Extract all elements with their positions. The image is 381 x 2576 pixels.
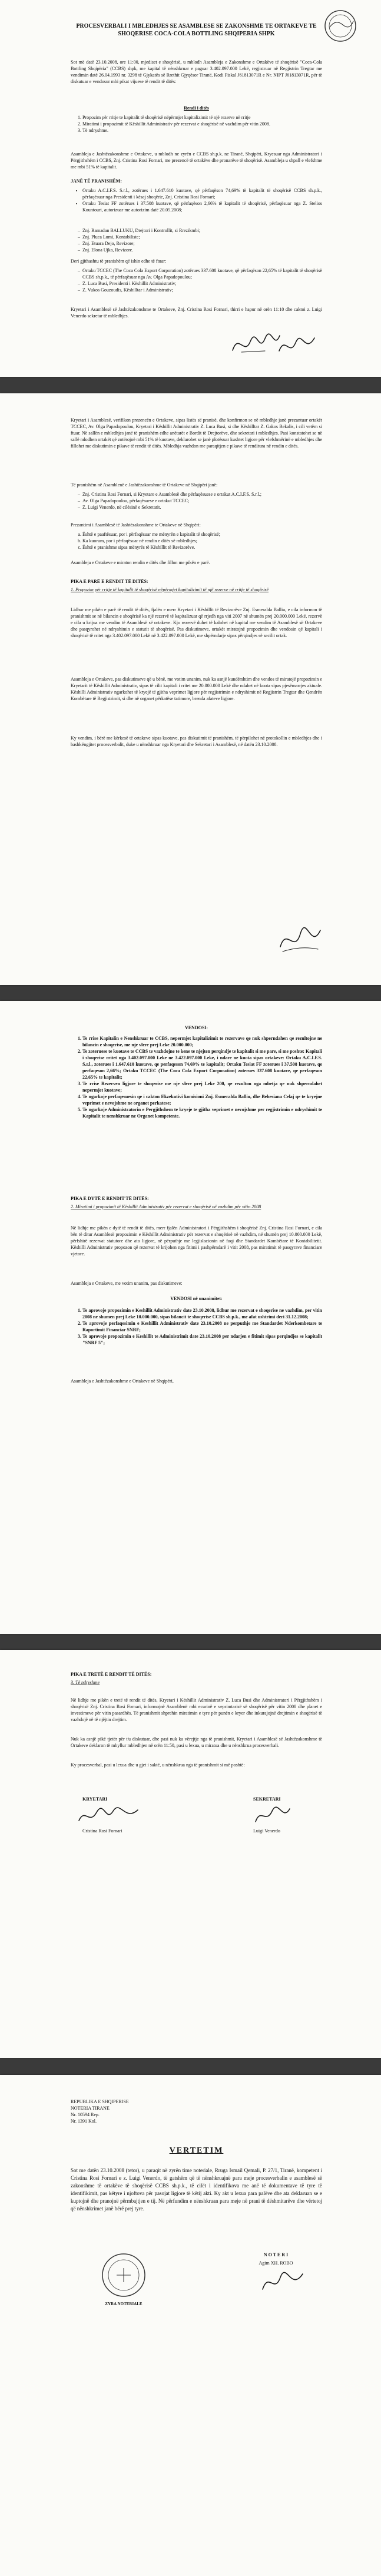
decision-item: 2. Te zoteruese te kuotave te CCBS te vazhdojne te kene te njejten perqindje te kapitalit si me pare, si me poshte: Kapitali i shoqerise rritet nga 3.402.097.000 Leke ne 3.422.097.000 Leke, i ndare ne kuota sipas ortakeve: Ortaku A.C.I.F.S. S.r.l., zoterues i 1.647.610 kuotave, qe perfaqeson 74,69% te kapitalit; Ortaku Tesiat FF zoterues i 37.508 kuotave, qe perfaqeson 2,66%; Ortaku TCCEC (The Coca Cola Export Corporation) zoterues 337.608 kuotave, qe perfaqeson 22,65% te kapitalit; — [82, 1048, 322, 1080]
notary-label: N O T E R I — [263, 2252, 289, 2257]
decision-item: 2. Te aprovoje perfaqesimin e Keshillit Administrativ date 23.10.2008 ne perputhje me Standardet Nderkombetare te Raportimit Financiar SNRF; — [82, 1320, 322, 1333]
notary-signature — [259, 2268, 306, 2297]
secretary-name: Luigi Venerdo — [253, 1828, 280, 1834]
secretary-signature — [252, 1804, 293, 1828]
paragraph: Në lidhje me pikën e dytë të rendit të ditës, merr fjalën Administratori i Përgjithshëm i shoqërisë Znj. Cristina Rosi Fornari, e cila bën të ditur Asamblesë propozimin e Këshillit Administrativ për rezervat e shoqërisë në vazhdim, në shumën prej 10.000.000 Lekë, përfshirë rezervat statutore dhe ato ligjore, në përputhje me legjislacionin në fuqi dhe Standardet Kombëtare të Kontabilitetit. Këshilli Administrativ propozon që rezervat të krijohen nga fitimi i pashpërndarë i vitit 2008, pas miratimit të pasqyrave financiare vjetore. — [71, 1225, 322, 1256]
paragraph: Nuk ka asnjë pikë tjetër për t'u diskutuar, dhe pasi nuk ka vërejtje nga të pranishmit, Kryetari i Asamblesë së Jashtëzakonshme të Ortakeve deklaron të mbyllur mbledhjen në orën 11:50, pasi u lexua, u miratua dhe u nënshkrua procesverbali. — [71, 1736, 322, 1748]
chair-label: KRYETARI — [82, 1796, 108, 1802]
guest-item: – Znj. Elona Ujka, Revizore. — [82, 247, 322, 253]
objective-item: b. Ka kuorum, por i përfaqësuar në rendin e ditës së mbledhjes; — [82, 538, 322, 544]
guest-item: – Znj. Ramadan BALLUKU, Drejtori i Kontrollit, si Rrezikmbi; — [82, 227, 322, 234]
header-line: NOTERIA TIRANE — [71, 2106, 110, 2111]
notary-stamp — [100, 2252, 147, 2299]
present-list — [71, 490, 322, 512]
chair-name: Cristina Rosi Fornari — [82, 1828, 122, 1834]
agenda-heading: Rendi i ditës — [184, 105, 209, 111]
shares-list — [71, 266, 322, 294]
decision-heading: VENDOSI në unanimitet: — [170, 1296, 223, 1301]
paragraph: Asambleja e Jashtëzakonshme e Ortakeve në Shqipëri, — [71, 1378, 174, 1384]
section-subheading: 2. Miratimi i propozimit të Këshillit Administrativ për rezervat e shoqërisë në vazhdim për vitin 2008 — [71, 1204, 261, 1209]
document-page-5 — [0, 2075, 381, 2576]
present-item: – Znj. Cristina Rosi Fornari, si Kryetare e Asamblesë dhe përfaqësuese e ortakut A.C.I.F.S. S.r.l.; — [82, 491, 322, 498]
guest-list — [71, 226, 322, 254]
handwritten-signature — [277, 333, 318, 359]
decision-item: 5. Te ngarkoje Administratorin e Pergjithshem te kryeje te gjitha veprimet e nevojshme per regjistrimin e ndryshimit te Kapitalit te nenshkruar ne Organet kompetente. — [82, 1106, 322, 1119]
decisions-list — [71, 1034, 322, 1120]
section-subheading: 1. Propozim për rritje të kapitalit të shoqërisë nëpërmjet kapitalizimit të një rezerve në rritje të shoqërisë — [71, 587, 269, 592]
decision-item: 1. Te rrise Kapitalin e Nenshkruar te CCBS, nepermjet kapitalizimit te rezervave qe nuk shperndahen qe rezultojne ne bilancin e shoqerise, me nje vlere prej Leke 20.000.000; — [82, 1035, 322, 1048]
paragraph: Kryetari i Asamblesë, verifikon prezencën e Ortakeve, sipas listës së pranisë, dhe konfirmon se në mbledhje janë prezantuar ortakët TCCEC, Av. Olga Papadopoulou, Kryetari i Këshillit Administrativ Z. Luca Busi, si dhe Këshilltar Z. Gakos Bekalis, i cili vetëm si ftuar. Në sallën e mbledhjes janë të pranishëm edhe anëtarët e Bordit të Drejtorëve, dhe sekretari i mbledhjes. Pasi konstatohet se në sallë ndodhen ortakët që zotërojnë mbi 51% të kuotave, deklarohet se janë plotësuar kushtet ligjore për vlefshmërinë e mbledhjes dhe fillohet me diskutimin e pikave të rendit të ditës. Mbledhja vazhdon me paraqitjen e pikave të renditura në rendin e ditës. — [71, 417, 322, 449]
section-heading: PIKA E DYTË E RENDIT TË DITËS: — [71, 1196, 149, 1201]
paragraph: Lidhur me pikën e parë të rendit të ditës, fjalën e merr Kryetari i Këshillit të Revizorëve Znj. Esmeralda Balliu, e cila informon të pranishmit se në bilancin e shoqërisë ka një rezervë të kapitalizuar që rrjedh nga viti 2007 në shumën prej 20.000.000 Lekë, rezervë e cila u krijua me vendim të Asamblesë së ortakeve. Kjo rezervë duhet të kalohet në kapital me vendim të Asamblesë së Ortakeve dhe pasqyrohet në ndryshimin e statutit të shoqërisë. Pas diskutimeve, ortakët miratojnë propozimin dhe vendosin që kapitali i shoqërisë të rritet nga 3.402.097.000 Lekë në 3.422.097.000 Lekë, me shpërndarje sipas përqindjes së secilit ortak. — [71, 607, 322, 638]
decision-item: 3. Te rrise Rezerven ligjore te shoqerise me nje vlere prej Leke 200, qe rezulton nga mbetja qe nuk shperndahet nepermjet kuotave; — [82, 1080, 322, 1093]
document-page-2 — [0, 393, 381, 985]
paragraph: Të pranishëm në Asamblenë e Jashtëzakonshme të Ortakeve në Shqipëri janë: — [71, 482, 218, 488]
closing-paragraph: Kryetari i Asamblesë së Jashtëzakonshme te Ortakeve, Znj. Cristina Rosi Fornari, thirri e hapur në orën 11:10 dhe caktoi z. Luigi Venerdo sekretar të mbledhjes. — [71, 307, 322, 319]
notary-title: VERTETIM — [169, 2146, 224, 2155]
decision-item: 1. Te aprovoje propozimin e Keshillit Administrativ date 23.10.2008, lidhur me rezervat e shoqerise ne vazhdim, per vitin 2008 ne shumen prej Leke 10.000.000, sipas bilancit te shoqerise CCBS sh.p.k., me afat ushtrimi deri 31.12.2008; — [82, 1307, 322, 1320]
share-item: – Z. Vukos Gouzoudis, Këshilltar i Administrativ; — [82, 287, 322, 293]
document-page-4 — [0, 1650, 381, 2058]
present-item: • Ortaku Tesiat FF zotërues i 37.508 kuotave, që përfaqëson 2,66% të kapitalit të shoqërisë, përfaqësuar nga Z. Stelios Kountouri, autorizuar me autorizim datë 20.05.2008; — [82, 200, 322, 213]
agenda-item: 1. Propozim për rritje te kapitalit të shoqërisë nëpërmjet kapitalizimit të një rezerve në rritje — [82, 114, 322, 121]
paragraph: Prezantimi i Asamblesë të Jashtëzakonshme te Ortakeve në Shqipëri: — [71, 522, 201, 528]
intro-paragraph: Sot më datë 23.10.2008, ore 11:00, mjediset e shoqërisë, u mblodh Asambleja e Zakonshme e Ortakëve të shoqërisë "Coca-Cola Bottling Shqipëria" (CCBS) shpk, me kapital të nënshkruar e paguar 3.402.097.000 Lekë, regjistruar në Regjistrin Tregtar me vendimin datë 26.04.1993 nr. 3298 të Gjykatës së Rrethit Gjyqësor Tiranë, Kodi Fiskal J61813071R e Nr. NIPT J61813071R, për të diskutuar e vendosur mbi pikat vijuese të rendit të ditës: — [71, 59, 322, 84]
present-item: • Ortaku A.C.I.F.S. S.r.l., zotërues i 1.647.610 kuotave, që përfaqëson 74,69% të kapitalit të shoqërisë CCBS sh.p.k., përfaqësuar nga Presidenti i kësaj shoqërie, Znj. Cristina Rosi Fornari; — [82, 187, 322, 200]
guest-item: – Znj. Pluca Lumi, Kontabiliste; — [82, 234, 322, 240]
share-item: – Z. Luca Busi, Presidenti i Këshillit Administrativ; — [82, 280, 322, 287]
present-list — [71, 186, 322, 214]
decision-heading: VENDOSI: — [184, 1025, 208, 1030]
present-item: – Z. Luigi Venerdo, në cilësinë e Sekretarit. — [82, 504, 322, 510]
notary-header — [71, 2098, 188, 2124]
header-line: Nr. 10594 Rep. — [71, 2112, 100, 2117]
paragraph: Ky procesverbal, pasi u lexua dhe u gjet i saktë, u nënshkrua nga të pranishmit si më poshtë: — [71, 1762, 245, 1768]
section-heading: PIKA E PARË E RENDIT TË DITËS: — [71, 579, 148, 584]
present-item: – Av. Olga Papadopoulou, përfaqësuese e ortakut TCCEC; — [82, 498, 322, 504]
objective-item: a. Është e paaftësuar, por i përfaqësuar me mënyrën e kapitalit të shoqërisë; — [82, 531, 322, 538]
header-line: REPUBLIKA E SHQIPERISE — [71, 2099, 129, 2104]
secretary-label: SEKRETARI — [253, 1796, 281, 1802]
agenda-item: 2. Miratimi i propozimit të Këshillit Administrativ për rezervat e shoqërisë në vazhdim për vitin 2008. — [82, 121, 322, 127]
document-page-1 — [0, 0, 381, 377]
stamp-caption: ZYRA NOTERIALE — [105, 2302, 143, 2306]
paragraph: Asambleja e Ortakeve, me votim unanim, pas diskutimeve: — [71, 1281, 183, 1286]
guest-item: – Znj. Etuara Dejo, Revizore; — [82, 240, 322, 247]
document-page-3 — [0, 1001, 381, 1634]
paragraph: Asambleja e Ortakeve e miraton rendin e ditës dhe fillon me pikën e parë. — [71, 560, 210, 565]
present-heading: JANË TË PRANISHËM: — [71, 178, 122, 184]
chair-signature — [77, 1804, 141, 1828]
notary-body: Sot me datën 23.10.2008 (tetor), u paraqit në zyrën time noteriale, Rruga Ismail Qemali, P. 27/1, Tiranë, kompetent i Cristina Rosi Fornari e z. Luigi Venerdo, të gatshëm që të nënshkruajnë para meje procesverbalin e asamblesë së zakonshme të ortakëve të shoqërisë CCBS sh.p.k., të cilët i identifikova me anë të dokumentave të tyre të identifikimit, pas këtyre i njoftova për pasojat ligjore të këtij akti. Ky akt u lexua para palëve dhe ata deklaruan se e kuptojnë dhe pranojnë përmbajtjen e tij. Në përfundim e nënshkruan para meje në prani të dëshmitarëve dhe vërtetoj që nënshkrimet janë bërë prej tyre. — [71, 2167, 322, 2212]
paragraph: Në lidhje me pikën e tretë të rendit të ditës, Kryetari i Këshillit Administrativ Z. Luca Busi dhe Administratori i Përgjithshëm i shoqërisë Znj. Cristina Rosi Fornari, informojnë Asamblenë mbi ecurinë e veprimtarisë së shoqërisë për vitin 2008 dhe planet e investimeve për vitin pasardhës. Të pranishmit shprehin miratimin e tyre për punën e kryer dhe inkurajojnë drejtimin e shoqërisë të vazhdojë në të njëjtin drejtim. — [71, 1698, 322, 1722]
objective-item: c. Është e pranishme sipas mënyrës të Këshillit të Revizorëve. — [82, 544, 322, 551]
agenda-list — [71, 113, 322, 135]
decision-item: 4. Te ngarkoje perfaqesuesin qe i cakton Ekzekutivi komisioni Znj. Esmeralda Balliu, dhe Behesiana Celaj qe te kryejne veprimet e nevojshme ne organet perkatese; — [82, 1093, 322, 1106]
shares-intro: Deri gjithashtu të pranishëm që ishin edhe të ftuar: — [71, 258, 167, 264]
section-heading: PIKA E TRETË E RENDIT TË DITËS: — [71, 1672, 152, 1677]
handwritten-signature — [277, 923, 324, 959]
objectives-list — [71, 530, 322, 552]
handwritten-signature — [230, 330, 283, 359]
decision-item: 3. Te aprovoje propozimin e Keshillit te Administrimit date 23.10.2008 per ndarjen e fitimit sipas perqindjes se kapitalit "SNRF 5"; — [82, 1333, 322, 1346]
share-item: – Ortaku TCCEC (The Coca Cola Export Corporation) zotërues 337.608 kuotave, që përfaqëson 22,65% të kapitalit të shoqërisë CCBS sh.p.k., të përfaqësuar nga Av. Olga Papadopoulou; — [82, 267, 322, 280]
section-subheading: 3. Të ndryshme — [71, 1680, 100, 1685]
intro-paragraph-2: Asambleja e Jashtëzakonshme e Ortakeve, u mblodh ne zyrën e CCBS sh.p.k. ne Tiranë, Shqipëri, Kryesuar nga Administratori i Përgjithshëm i CCBS, Znj. Cristina Rosi Fornari, me prezencë të ortakëve dhe pronarëve të shoqërisë. Asambleja u shpall e vlefshme me mbi 51% të kapitalit. — [71, 151, 322, 170]
paragraph: Ky vendim, i bërë me kërkesë të ortakeve sipas kuotave, pas diskutimit të pranishëm, të përpilohet në protokollin e mbledhjes dhe i bashkëngjitet procesverbalit, duke u nënshkruar nga Kryetari dhe Sekretari i Asamblesë, në datën 23.10.2008. — [71, 735, 322, 747]
corner-stamp — [323, 8, 358, 44]
header-line: Nr. 1391 Kol. — [71, 2119, 97, 2124]
page-title: PROCESVERBALI I MBLEDHJES SE ASAMBLESE SE ZAKONSHME TE ORTAKEVE TE SHOQERISE COCA-COLA BOTTLING SHQIPERIA SHPK — [76, 23, 317, 37]
agenda-item: 3. Të ndryshme. — [82, 127, 322, 134]
paragraph: Asambleja e Ortakeve, pas diskutimeve që u bënë, me votim unanim, nuk ka asnjë kundërshtim dhe vendos të miratojë propozimin e Kryetarit të Këshillit Administrativ, sipas të cilit kapitali i rritet me 20.000.000 Lekë dhe ndahet në kuota sipas pjesëmarrjes aktuale. Këshilli Administrativ ngarkohet të kryejë të gjitha veprimet ligjore për regjistrimin e ndryshimit në Regjistrin Tregtar dhe Qendrën Kombëtare të Regjistrimit, si dhe në organet përkatëse tatimore, brenda afateve ligjore. — [71, 677, 322, 701]
decisions-list-2 — [71, 1306, 322, 1347]
notary-name: Agim XH. ROBO — [259, 2260, 293, 2266]
